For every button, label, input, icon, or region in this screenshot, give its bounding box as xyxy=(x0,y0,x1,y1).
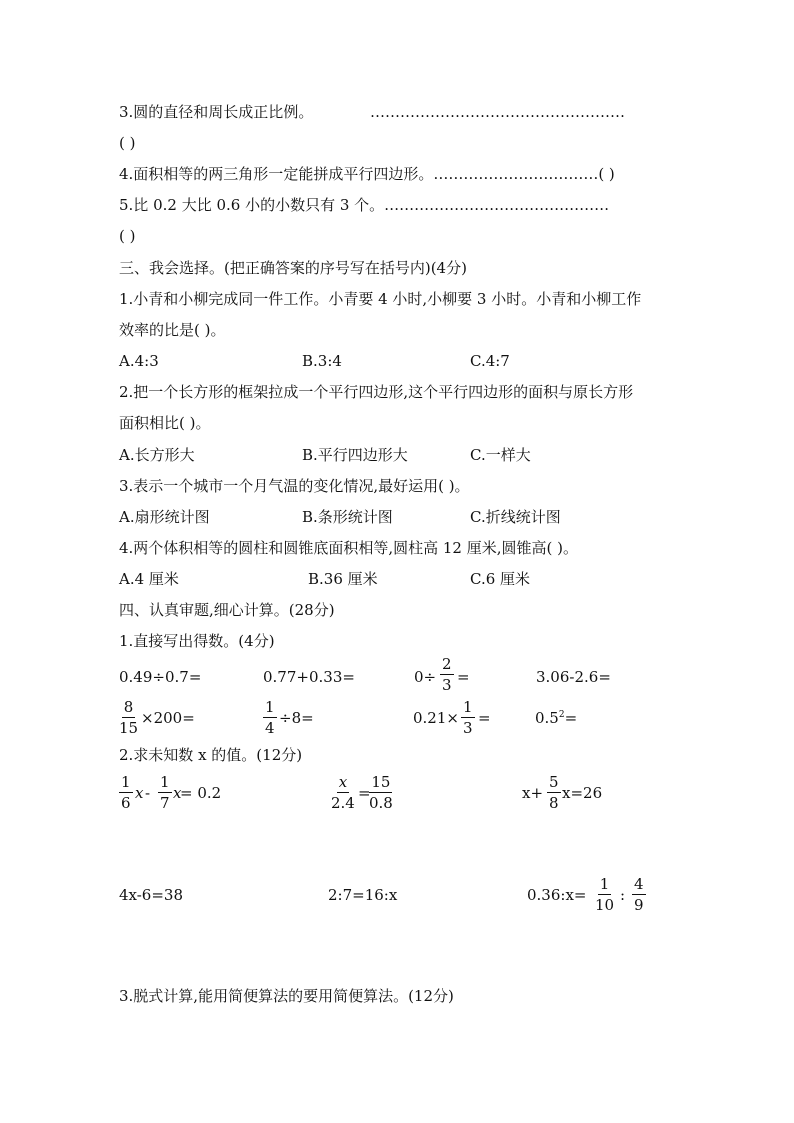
choice-q3-option-c[interactable]: C.折线统计图 xyxy=(470,508,561,526)
choice-q1-line2: 效率的比是( )。 xyxy=(119,321,226,339)
choice-q1-line1: 1.小青和小柳完成同一件工作。小青要 4 小时,小柳要 3 小时。小青和小柳工作 xyxy=(119,290,642,308)
judge-q5-text: 5.比 0.2 大比 0.6 小的小数只有 3 个。……………………………………… xyxy=(119,196,610,214)
fraction-denominator: 0.8 xyxy=(369,794,393,812)
calc-r2-b-post: ÷8= xyxy=(279,709,314,727)
calc-r2-a-fraction xyxy=(119,700,138,736)
eq1-fraction-1 xyxy=(119,775,133,811)
eq4: 4x-6=38 xyxy=(119,886,184,904)
choice-q2-option-c[interactable]: C.一样大 xyxy=(470,446,531,464)
calc-sub3-title: 3.脱式计算,能用简便算法的要用简便算法。(12分) xyxy=(119,987,454,1005)
choice-q4-line: 4.两个体积相等的圆柱和圆锥底面积相等,圆柱高 12 厘米,圆锥高( )。 xyxy=(119,539,578,557)
choice-q4-option-c[interactable]: C.6 厘米 xyxy=(470,570,531,588)
choice-q3-option-b[interactable]: B.条形统计图 xyxy=(302,508,393,526)
fraction-denominator: 2.4 xyxy=(331,794,355,812)
fraction-denominator: 6 xyxy=(121,794,131,812)
eq2-fraction-1 xyxy=(331,775,355,811)
eq5: 2:7=16:x xyxy=(328,886,398,904)
fraction-numerator: 4 xyxy=(634,875,644,893)
fraction-numerator: 2 xyxy=(442,655,452,673)
calc-r2-c-pre: 0.21× xyxy=(413,709,459,727)
fraction-denominator: 10 xyxy=(595,896,615,914)
calc-r1-c-post: = xyxy=(457,668,470,686)
choice-q3-line: 3.表示一个城市一个月气温的变化情况,最好运用( )。 xyxy=(119,477,470,495)
calc-r2-a-post: ×200= xyxy=(141,709,195,727)
fraction-denominator: 3 xyxy=(463,719,473,737)
calc-r1-c-fraction xyxy=(440,657,454,693)
fraction-denominator: 7 xyxy=(160,794,170,812)
fraction-numerator: 5 xyxy=(549,773,559,791)
fraction-numerator: 1 xyxy=(265,698,275,716)
fraction-numerator: 1 xyxy=(463,698,473,716)
calc-r1-b: 0.77+0.33= xyxy=(263,668,355,686)
fraction-denominator: 3 xyxy=(442,676,452,694)
eq6-fraction-2 xyxy=(632,877,646,913)
choice-q3-option-a[interactable]: A.扇形统计图 xyxy=(119,508,210,526)
eq2-fraction-2 xyxy=(369,775,393,811)
choice-q2-line2: 面积相比( )。 xyxy=(119,414,211,432)
fraction-numerator: 1 xyxy=(599,875,610,893)
judge-q3-paren[interactable]: ( ) xyxy=(119,134,136,152)
choice-heading: 三、我会选择。(把正确答案的序号写在括号内)(4分) xyxy=(119,259,467,277)
judge-q4-text: 4.面积相等的两三角形一定能拼成平行四边形。……………………………( ) xyxy=(119,165,615,183)
choice-q1-option-b[interactable]: B.3:4 xyxy=(302,352,342,370)
power-exponent: 2 xyxy=(558,710,565,720)
power-equals: = xyxy=(564,709,578,727)
eq3-fraction xyxy=(547,775,561,811)
eq3-pre: x+ xyxy=(522,784,544,802)
fraction-denominator: 9 xyxy=(634,896,644,914)
fraction-numerator: 1 xyxy=(160,773,170,791)
calc-r1-d: 3.06-2.6= xyxy=(536,668,611,686)
eq1-rhs: = 0.2 xyxy=(180,784,222,802)
fraction-numerator: 8 xyxy=(123,698,134,716)
fraction-numerator: x xyxy=(338,773,348,791)
eq1-variable-1: x xyxy=(135,784,144,802)
fraction-numerator: 15 xyxy=(371,773,391,791)
eq1-minus: - xyxy=(145,784,151,802)
fraction-numerator: 1 xyxy=(121,773,131,791)
calc-r2-c-post: = xyxy=(478,709,491,727)
eq6-colon: : xyxy=(620,886,626,904)
choice-q2-line1: 2.把一个长方形的框架拉成一个平行四边形,这个平行四边形的面积与原长方形 xyxy=(119,383,634,401)
eq1-fraction-2 xyxy=(158,775,172,811)
calc-r2-c-fraction xyxy=(461,700,475,736)
calc-r2-d xyxy=(535,711,577,726)
judge-q3-dots: …………………………………………… xyxy=(370,103,625,121)
eq1-variable-2: x xyxy=(173,784,182,802)
choice-q2-option-b[interactable]: B.平行四边形大 xyxy=(302,446,408,464)
choice-q1-option-a[interactable]: A.4:3 xyxy=(119,352,159,370)
fraction-denominator: 15 xyxy=(119,719,139,737)
choice-q4-option-a[interactable]: A.4 厘米 xyxy=(119,570,179,588)
fraction-denominator: 4 xyxy=(265,719,275,737)
eq6-pre: 0.36:x= xyxy=(527,886,587,904)
choice-q1-option-c[interactable]: C.4:7 xyxy=(470,352,510,370)
choice-q4-option-b[interactable]: B.36 厘米 xyxy=(308,570,378,588)
calc-r1-a: 0.49÷0.7= xyxy=(119,668,202,686)
eq2-equals: = xyxy=(358,784,371,802)
calc-r2-b-fraction xyxy=(263,700,277,736)
eq6-fraction-1 xyxy=(595,877,614,913)
fraction-denominator: 8 xyxy=(549,794,559,812)
judge-q3-text: 3.圆的直径和周长成正比例。 xyxy=(119,103,314,121)
calc-r1-c-pre: 0÷ xyxy=(414,668,437,686)
calc-sub2-title: 2.求未知数 x 的值。(12分) xyxy=(119,746,303,764)
eq3-post: x=26 xyxy=(562,784,603,802)
calc-sub1-title: 1.直接写出得数。(4分) xyxy=(119,632,275,650)
judge-q5-paren[interactable]: ( ) xyxy=(119,227,136,245)
choice-q2-option-a[interactable]: A.长方形大 xyxy=(119,446,195,464)
power-base: 0.5 xyxy=(535,709,559,727)
calc-heading: 四、认真审题,细心计算。(28分) xyxy=(119,601,335,619)
